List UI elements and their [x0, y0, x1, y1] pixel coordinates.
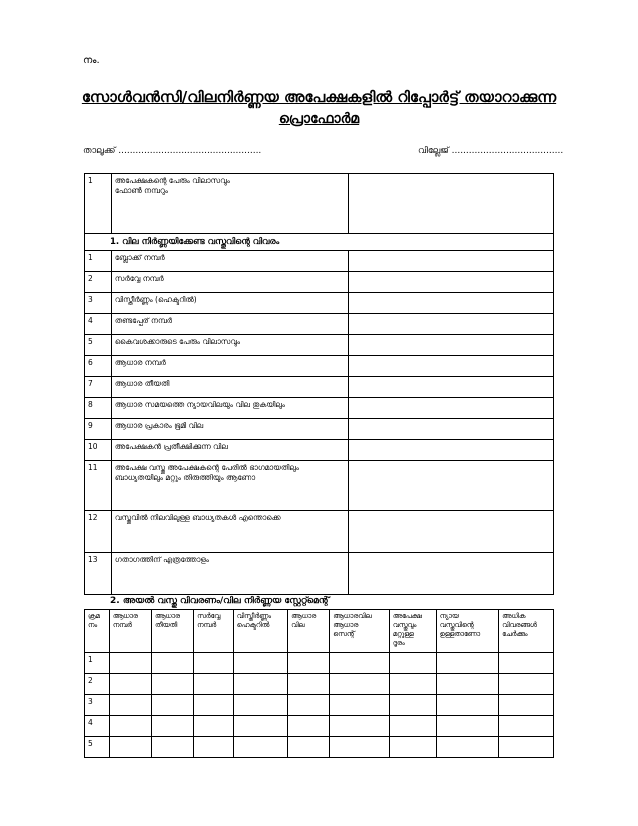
column-header-line: വസ്തുവിന്റെ — [439, 621, 474, 629]
row-number: 6 — [85, 356, 112, 377]
row-label: വിസ്തീർണ്ണം (ഹെക്ടറിൽ) — [111, 293, 348, 314]
value-cell[interactable] — [349, 272, 554, 293]
value-cell[interactable] — [349, 293, 554, 314]
value-cell[interactable] — [349, 356, 554, 377]
row-number: 1 — [85, 251, 112, 272]
applicant-label-line1: അപേക്ഷകന്റെ പേരും വിലാസവും — [114, 176, 230, 185]
property-details-table — [84, 173, 554, 595]
column-header-line: വസ്തുവും — [392, 621, 417, 629]
column-header-line: വിസ്തീർണ്ണം — [236, 612, 271, 620]
value-cell[interactable] — [349, 335, 554, 356]
value-cell[interactable] — [349, 377, 554, 398]
row-label: വസ്തുവിൽ നിലവിലുള്ള ബാധ്യതകൾ എന്തൊക്കെ — [111, 511, 348, 553]
column-header-line: വില — [291, 621, 305, 629]
column-header-line: നമ്പർ — [112, 621, 132, 629]
row-number: 7 — [85, 377, 112, 398]
value-cell[interactable] — [349, 461, 554, 511]
value-cell[interactable] — [499, 737, 554, 758]
column-header — [288, 610, 330, 653]
row-number: 3 — [85, 293, 112, 314]
value-cell[interactable] — [194, 716, 234, 737]
value-cell[interactable] — [349, 419, 554, 440]
value-cell[interactable] — [499, 674, 554, 695]
row-number: 11 — [85, 461, 112, 511]
value-cell[interactable] — [109, 653, 151, 674]
value-cell[interactable] — [349, 251, 554, 272]
section1-title: 1. വില നിർണ്ണയിക്കേണ്ട വസ്തുവിന്റെ വിവരം — [110, 237, 280, 247]
column-header-line: ക്രമ — [88, 612, 100, 620]
column-header — [436, 610, 498, 653]
row-label: ആധാര നമ്പർ — [111, 356, 348, 377]
row-label: കൈവശക്കാരുടെ പേരും വിലാസവും — [111, 335, 348, 356]
column-header — [85, 610, 110, 653]
value-cell[interactable] — [349, 553, 554, 595]
column-header-line: ദൂരം — [392, 639, 405, 647]
value-cell[interactable] — [288, 695, 330, 716]
column-header-line: സർവ്വേ — [197, 612, 221, 620]
column-header — [109, 610, 151, 653]
table-row — [85, 737, 554, 758]
value-cell[interactable] — [436, 737, 498, 758]
row-label: ആധാര സമയത്തെ ന്യായവിലയും വില തുകയിലും — [111, 398, 348, 419]
value-cell[interactable] — [288, 716, 330, 737]
value-cell[interactable] — [109, 674, 151, 695]
section2-title: 2. അയൽ വസ്തു വിവരണം/വില നിർണ്ണയ സ്റ്റേറ്റ്മെന്റ് — [110, 596, 330, 606]
document-number-label: നം. — [83, 55, 100, 66]
value-cell[interactable] — [151, 737, 193, 758]
row-number: 12 — [85, 511, 112, 553]
value-cell[interactable] — [436, 674, 498, 695]
row-number: 5 — [85, 335, 112, 356]
column-header-line: അധിക — [502, 612, 526, 620]
row-number: 13 — [85, 553, 112, 595]
value-cell[interactable] — [330, 716, 390, 737]
value-cell[interactable] — [194, 737, 234, 758]
table-row — [85, 653, 554, 674]
value-cell[interactable] — [389, 695, 436, 716]
row-label-line2: ബാധ്യതയിലും മറ്റും തിരുത്തിയും ആണോ — [114, 473, 256, 482]
column-header-line: ആധാര — [112, 612, 138, 620]
column-header — [194, 610, 234, 653]
value-cell[interactable] — [330, 737, 390, 758]
applicant-label — [111, 174, 348, 234]
column-header-line: ആധാരവില — [333, 612, 372, 620]
column-header-line: ഉള്ളതാണോ — [439, 630, 481, 638]
column-header-line: ചേർക്കും — [502, 630, 528, 638]
row-number: 10 — [85, 440, 112, 461]
row-number: 3 — [85, 695, 110, 716]
value-cell[interactable] — [499, 695, 554, 716]
value-cell[interactable] — [109, 737, 151, 758]
value-cell[interactable] — [233, 674, 287, 695]
table-row — [85, 695, 554, 716]
column-header — [330, 610, 390, 653]
value-cell[interactable] — [109, 695, 151, 716]
value-cell[interactable] — [151, 716, 193, 737]
value-cell[interactable] — [436, 653, 498, 674]
value-cell[interactable] — [151, 653, 193, 674]
value-cell[interactable] — [389, 653, 436, 674]
value-cell[interactable] — [349, 398, 554, 419]
village-field: വില്ലേജ് ....................................... — [418, 146, 564, 156]
column-header-line: വിവരങ്ങൾ — [502, 621, 537, 629]
value-cell[interactable] — [194, 674, 234, 695]
value-cell[interactable] — [436, 716, 498, 737]
value-cell[interactable] — [151, 674, 193, 695]
value-cell[interactable] — [330, 695, 390, 716]
row-number: 8 — [85, 398, 112, 419]
column-header — [499, 610, 554, 653]
value-cell[interactable] — [194, 653, 234, 674]
table-row — [85, 674, 554, 695]
column-header-line: നമ്പർ — [197, 621, 217, 629]
value-cell[interactable] — [330, 653, 390, 674]
column-header-line: ഹെക്ടറിൽ — [236, 621, 270, 629]
value-cell[interactable] — [109, 716, 151, 737]
value-cell[interactable] — [499, 716, 554, 737]
value-cell[interactable] — [349, 511, 554, 553]
table-row — [85, 716, 554, 737]
column-header-line: അപേക്ഷ — [392, 612, 422, 620]
column-header-line: തീയതി — [154, 621, 178, 629]
document-subtitle: പ്രൊഫോർമ — [278, 111, 360, 127]
value-cell[interactable] — [288, 737, 330, 758]
row-label: ആധാര തീയതി — [111, 377, 348, 398]
column-header-line: ആധാര — [333, 621, 359, 629]
row-label-line1: അപേക്ഷ വസ്തു അപേക്ഷകന്റെ പേരിൽ ഭാഗമായതിലും — [114, 463, 299, 472]
row-label: തണ്ടപ്പേര് നമ്പർ — [111, 314, 348, 335]
value-cell[interactable] — [389, 716, 436, 737]
taluk-field: താലൂക്ക് .................................................. — [83, 146, 262, 156]
column-header-line: നം — [88, 621, 98, 629]
row-number: 1 — [85, 174, 112, 234]
value-cell[interactable] — [194, 695, 234, 716]
row-number: 5 — [85, 737, 110, 758]
value-cell[interactable] — [288, 653, 330, 674]
row-label: ബ്ലോക്ക് നമ്പർ — [111, 251, 348, 272]
row-label — [111, 461, 348, 511]
value-cell[interactable] — [436, 695, 498, 716]
column-header-line: ആധാര — [154, 612, 180, 620]
value-cell[interactable] — [389, 674, 436, 695]
row-label: സർവ്വേ നമ്പർ — [111, 272, 348, 293]
value-cell[interactable] — [349, 314, 554, 335]
value-cell[interactable] — [233, 716, 287, 737]
value-cell[interactable] — [389, 737, 436, 758]
column-header-line: സെന്റ് — [333, 630, 355, 638]
column-header-line: ന്യായ — [439, 612, 459, 620]
column-header — [151, 610, 193, 653]
column-header-line: മറ്റുള്ള — [392, 630, 414, 638]
applicant-value-cell[interactable] — [349, 174, 554, 234]
value-cell[interactable] — [151, 695, 193, 716]
row-label: ആധാര പ്രകാരം ഭൂമി വില — [111, 419, 348, 440]
value-cell[interactable] — [233, 653, 287, 674]
column-header — [233, 610, 287, 653]
value-cell[interactable] — [349, 440, 554, 461]
row-number: 1 — [85, 653, 110, 674]
document-title: സോൾവൻസി/വിലനിർണ്ണയ അപേക്ഷകളിൽ റിപ്പോർട്ട് തയാറാക്കുന്ന — [81, 88, 557, 106]
row-label: ഗതാഗത്തിന് എത്രത്തോളം — [111, 553, 348, 595]
value-cell[interactable] — [499, 653, 554, 674]
row-number: 4 — [85, 716, 110, 737]
row-number: 2 — [85, 674, 110, 695]
value-cell[interactable] — [233, 695, 287, 716]
row-number: 4 — [85, 314, 112, 335]
applicant-label-line2: ഫോൺ നമ്പറും — [114, 186, 168, 195]
section1-heading — [85, 234, 554, 251]
row-label: അപേക്ഷകൻ പ്രതീക്ഷിക്കുന്ന വില — [111, 440, 348, 461]
column-header-line: ആധാര — [291, 612, 317, 620]
row-number: 9 — [85, 419, 112, 440]
column-header — [389, 610, 436, 653]
value-cell[interactable] — [233, 737, 287, 758]
value-cell[interactable] — [288, 674, 330, 695]
neighbour-property-table — [84, 609, 554, 758]
row-number: 2 — [85, 272, 112, 293]
value-cell[interactable] — [330, 674, 390, 695]
